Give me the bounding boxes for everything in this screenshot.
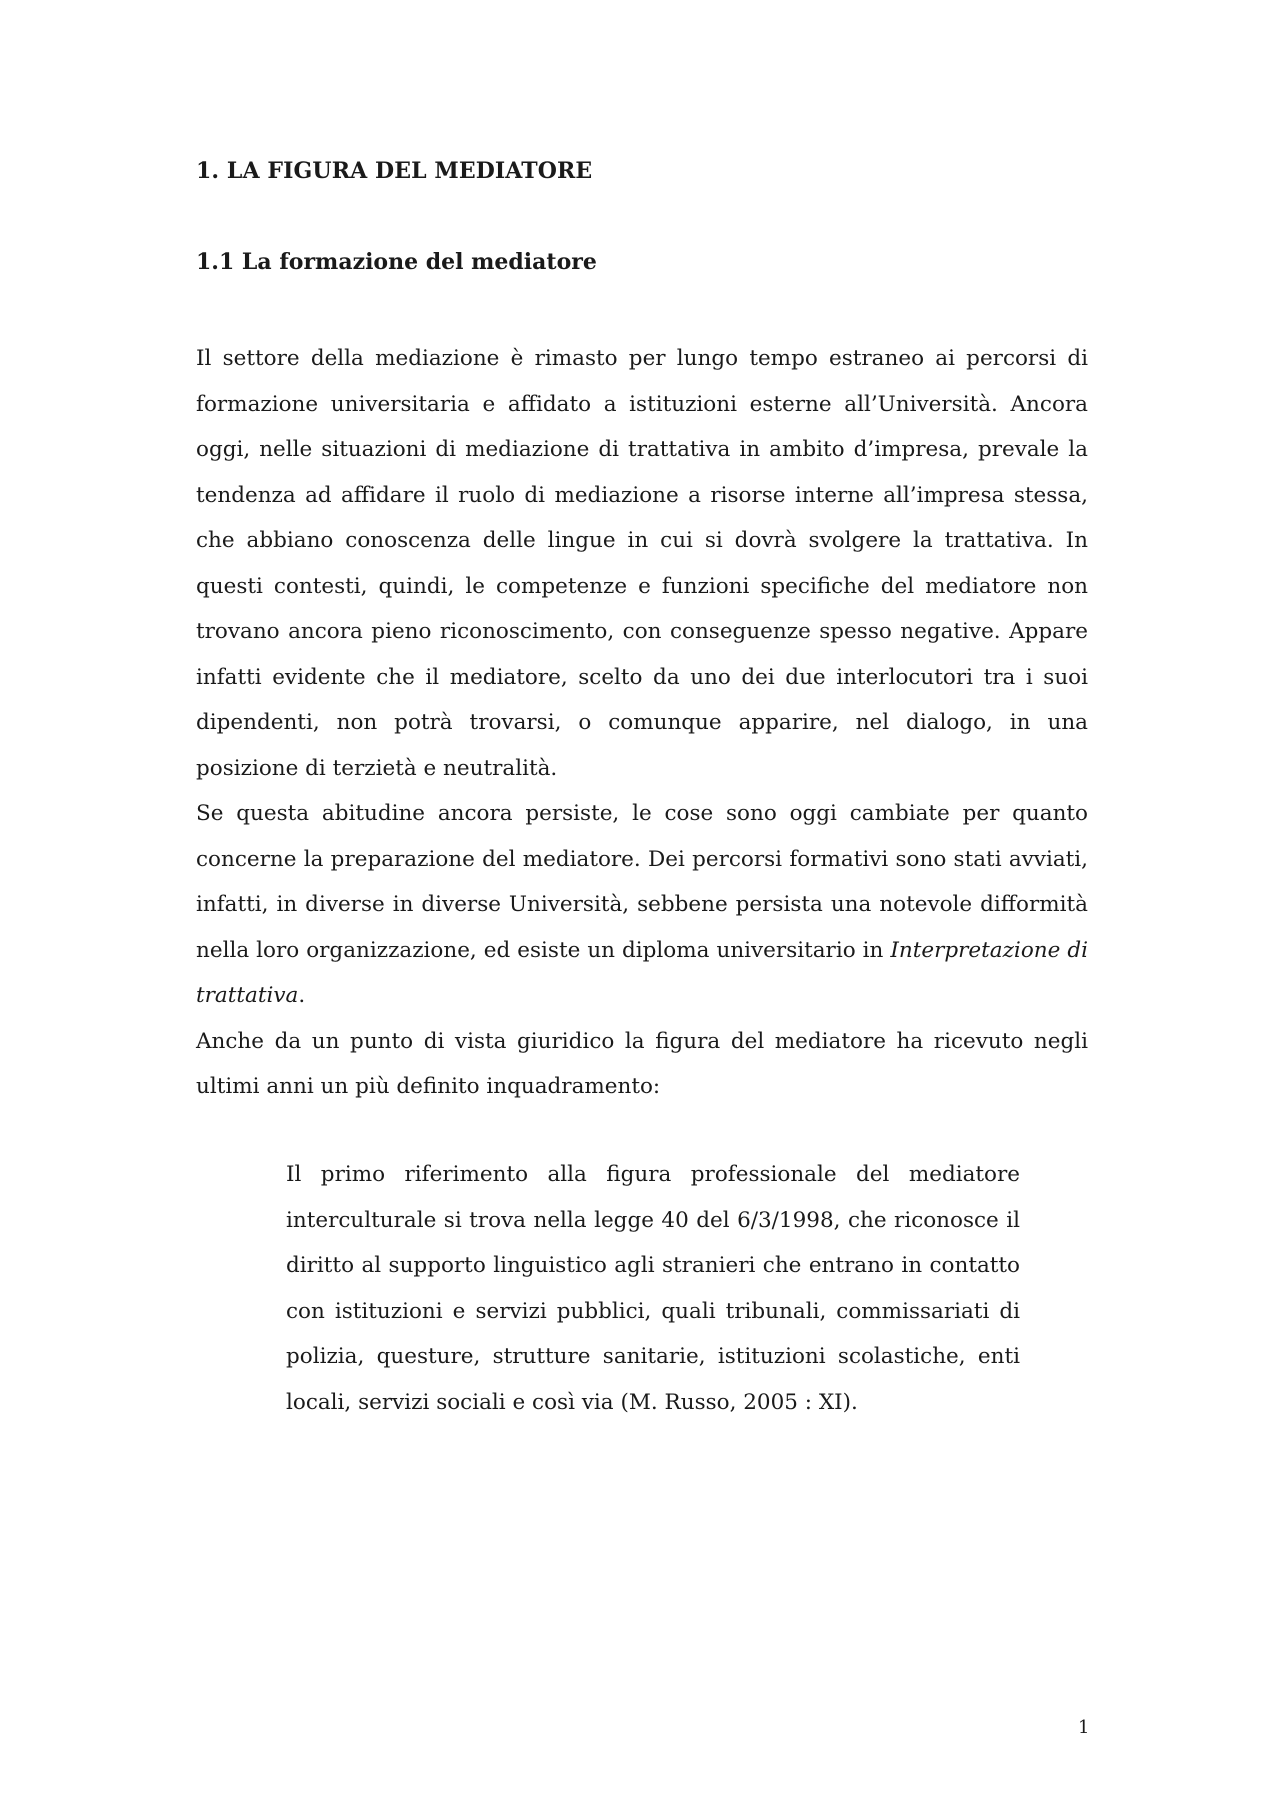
section-heading: 1.1 La formazione del mediatore bbox=[196, 249, 597, 275]
chapter-heading: 1. LA FIGURA DEL MEDIATORE bbox=[196, 158, 593, 184]
paragraph-3: Anche da un punto di vista giuridico la figura del mediatore ha ricevuto negli ultimi anni un più definito inquadramento: bbox=[196, 1028, 1088, 1099]
paragraph-1: Il settore della mediazione è rimasto per lungo tempo estraneo ai percorsi di formazione universitaria e affidato a istituzioni esterne all’Università. Ancora oggi, nelle situazioni di mediazione di trattativa in ambito d’impresa, prevale la tendenza ad affidare il ruolo di mediazione a risorse interne all’impresa stessa, che abbiano conoscenza delle lingue in cui si dovrà svolgere la trattativa. In questi contesti, quindi, le competenze e funzioni specifiche del mediatore non trovano ancora pieno riconoscimento, con conseguenze spesso negative. Appare infatti evidente che il mediatore, scelto da uno dei due interlocutori tra i suoi dipendenti, non potrà trovarsi, o comunque apparire, nel dialogo, in una posizione di terzietà e neutralità. bbox=[196, 346, 1088, 781]
paragraph-2-end: . bbox=[298, 983, 306, 1008]
block-quote: Il primo riferimento alla figura professionale del mediatore interculturale si trova nella legge 40 del 6/3/1998, che riconosce il diritto al supporto linguistico agli stranieri che entrano in contatto con istituzioni e servizi pubblici, quali tribunali, commissariati di polizia, questure, strutture sanitarie, istituzioni scolastiche, enti locali, servizi sociali e così via (M. Russo, 2005 : XI). bbox=[286, 1162, 1020, 1415]
body-text bbox=[196, 336, 1088, 1110]
paragraph-2-text: Se questa abitudine ancora persiste, le cose sono oggi cambiate per quanto concerne la preparazione del mediatore. Dei percorsi formativi sono stati avviati, infatti, in diverse in diverse Università, sebbene persista una notevole difformità nella loro organizzazione, ed esiste un diploma universitario in bbox=[196, 801, 1088, 963]
paragraph-2 bbox=[196, 791, 1088, 1019]
paragraph-2-italic-title: Interpretazione di trattativa bbox=[196, 937, 1088, 1008]
page-number: 1 bbox=[1078, 1717, 1090, 1738]
